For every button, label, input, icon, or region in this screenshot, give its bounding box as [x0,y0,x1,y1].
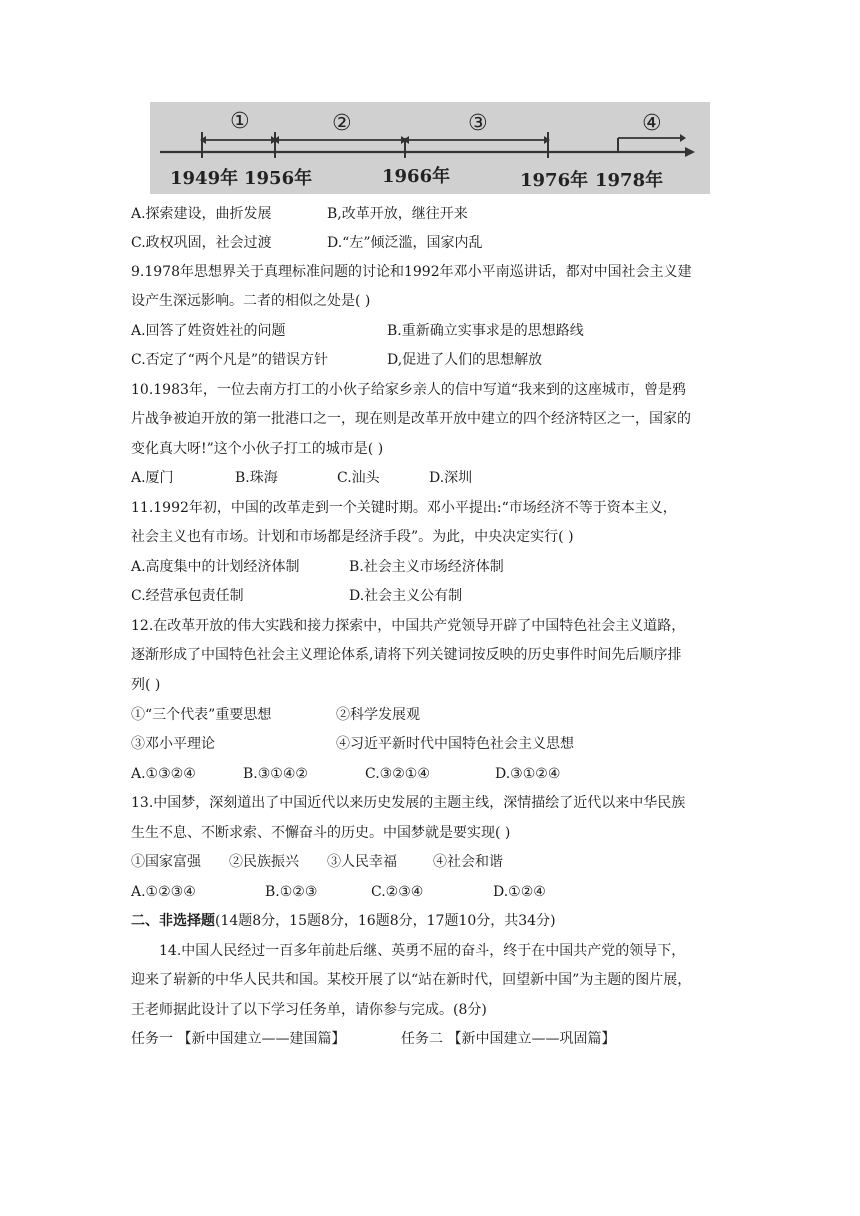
q10-stem-line-3: 变化真大呀!”这个小伙子打工的城市是( ) [131,441,384,457]
q13-item-3: ③人民幸福 [327,854,397,870]
q10-option-a: A.厦门 [131,470,174,486]
timeline-marker-4: ④ [642,111,662,136]
q13-item-row [131,852,503,872]
q10-stem-line-1: 10.1983年，一位去南方打工的小伙子给家乡亲人的信中写道“我来到的这座城市，曾是鸦 [131,382,687,398]
q12-option-a: A.①③②④ [131,766,196,782]
q14-stem-line-2: 迎来了崭新的中华人民共和国。某校开展了以“站在新时代，回望新中国”为主题的图片展， [131,972,692,988]
timeline-year-1949: 1949年 [170,168,239,189]
q12-item-row-1 [131,705,420,725]
q10-option-b: B.珠海 [235,470,278,486]
q13-item-1: ①国家富强 [131,854,201,870]
timeline-figure [150,102,710,194]
q13-option-a: A.①②③④ [131,884,196,900]
q12-stem-line-2: 逐渐形成了中国特色社会主义理论体系,请将下列关键词按反映的历史事件时间先后顺序排 [131,647,682,663]
q9-option-row-1 [131,321,584,341]
q8-option-b: B,改革开放，继往开来 [327,206,468,222]
q12-item-row-2 [131,734,574,754]
q9-option-a: A.回答了姓资姓社的问题 [131,323,286,339]
q8-option-d: D.“左”倾泛滥，国家内乱 [327,235,483,251]
q13-item-4: ④社会和谐 [433,854,503,870]
section2-note: (14题8分，15题8分，16题8分，17题10分，共34分) [215,913,556,929]
q11-option-d: D.社会主义公有制 [349,588,463,604]
timeline-year-1976: 1976年 [520,170,589,191]
q11-option-row-1 [131,557,504,577]
timeline-year-1966: 1966年 [382,166,451,187]
timeline-marker-1: ① [230,109,250,134]
q10-option-c: C.汕头 [337,470,380,486]
q8-option-c: C.政权巩固，社会过渡 [131,235,272,251]
q12-option-b: B.③①④② [243,766,308,782]
timeline-svg [150,102,710,194]
q12-option-c: C.③②①④ [365,766,430,782]
q11-option-b: B.社会主义市场经济体制 [349,559,504,575]
q14-task-1: 任务一 【新中国建立——建国篇】 [131,1031,346,1047]
q9-option-c: C.否定了“两个凡是”的错误方针 [131,352,328,368]
q12-item-1: ①“三个代表”重要思想 [131,707,272,723]
q14-task-2: 任务二 【新中国建立——巩固篇】 [401,1031,616,1047]
q13-stem-line-2: 生生不息、不断求索、不懈奋斗的历史。中国梦就是要实现( ) [131,825,511,841]
q9-option-row-2 [131,350,542,370]
q11-option-c: C.经营承包责任制 [131,588,244,604]
q10-option-d: D.深圳 [429,470,473,486]
q8-option-row-1 [131,204,468,224]
q13-option-row [131,882,546,902]
q11-stem-line-1: 11.1992年初，中国的改革走到一个关键时期。邓小平提出:“市场经济不等于资本主义， [131,500,677,516]
timeline-year-1956: 1956年 [244,168,313,189]
q13-option-b: B.①②③ [265,884,318,900]
q12-option-d: D.③①②④ [495,766,561,782]
q14-task-row [131,1029,615,1049]
q13-item-2: ②民族振兴 [229,854,299,870]
q11-option-a: A.高度集中的计划经济体制 [131,559,300,575]
q9-option-d: D,促进了人们的思想解放 [387,352,543,368]
q8-option-row-2 [131,233,483,253]
q11-option-row-2 [131,586,462,606]
q8-option-a: A.探索建设，曲折发展 [131,206,272,222]
q13-option-d: D.①②④ [493,884,546,900]
q10-stem-line-2: 片战争被迫开放的第一批港口之一，现在则是改革开放中建立的四个经济特区之一，国家的 [131,411,691,427]
q11-stem-line-2: 社会主义也有市场。计划和市场都是经济手段”。为此，中央决定实行( ) [131,529,574,545]
q12-stem-line-3: 列( ) [131,677,161,693]
timeline-marker-2: ② [332,111,352,136]
q12-stem-line-1: 12.在改革开放的伟大实践和接力探索中，中国共产党领导开辟了中国特色社会主义道路， [131,618,686,634]
q13-stem-line-1: 13.中国梦，深刻道出了中国近代以来历史发展的主题主线，深情描绘了近代以来中华民族 [131,795,686,811]
q14-stem-line-3: 王老师据此设计了以下学习任务单，请你参与完成。(8分) [131,1002,487,1018]
timeline-year-1978: 1978年 [595,170,664,191]
q12-item-3: ③邓小平理论 [131,736,215,752]
q13-option-c: C.②③④ [371,884,424,900]
q9-stem-line-1: 9.1978年思想界关于真理标准问题的讨论和1992年邓小平南巡讲话，都对中国社会主义建 [131,264,692,280]
timeline-marker-3: ③ [468,111,488,136]
q9-stem-line-2: 设产生深远影响。二者的相似之处是( ) [131,293,371,309]
q12-option-row [131,764,560,784]
q10-option-row [131,468,472,488]
q12-item-2: ②科学发展观 [336,707,420,723]
section2-heading [131,911,556,931]
q9-option-b: B.重新确立实事求是的思想路线 [387,323,584,339]
q12-item-4: ④习近平新时代中国特色社会主义思想 [336,736,574,752]
q14-stem-line-1: 14.中国人民经过一百多年前赴后继、英勇不屈的奋斗，终于在中国共产党的领导下， [159,943,686,959]
section2-title: 二、非选择题 [131,913,215,929]
